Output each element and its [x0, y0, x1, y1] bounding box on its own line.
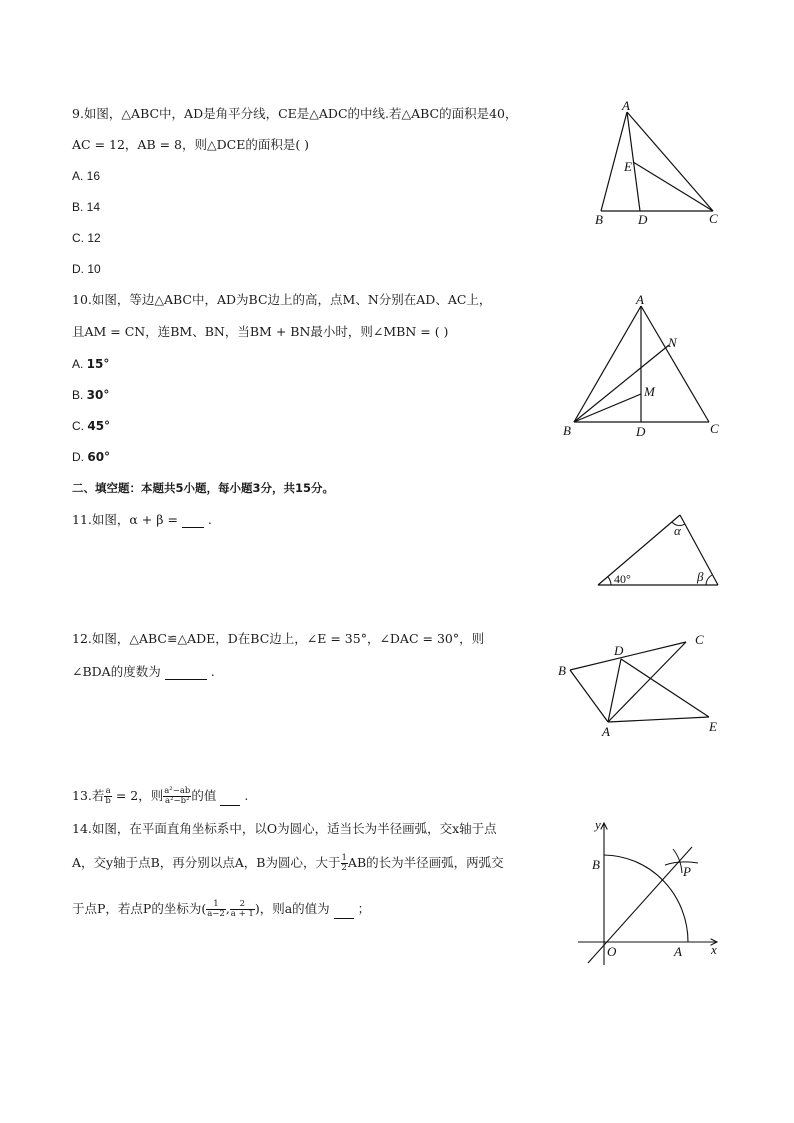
q10-label-n: N — [668, 335, 677, 350]
q10-label-c: C — [710, 421, 719, 436]
q13-end: . — [244, 788, 249, 803]
q10-option-b-letter: B. — [72, 388, 87, 402]
q14-coord-y-fraction — [230, 900, 255, 919]
q12-label-a: A — [602, 724, 610, 739]
q9-label-b: B — [595, 212, 603, 227]
q10-option-d[interactable] — [72, 449, 110, 465]
q13-answer-blank[interactable] — [220, 785, 240, 806]
q14-line2b: AB的长为半径画弧，两弧交 — [347, 855, 504, 870]
q10-label-a: A — [636, 292, 644, 307]
q9-label-d: D — [638, 212, 648, 227]
q9-triangle-figure — [585, 100, 735, 235]
q14-fraction-half — [341, 854, 348, 873]
q13-fraction-expression — [163, 787, 191, 806]
q12-label-b: B — [558, 663, 566, 678]
q14-line3a: 于点P，若点P的坐标为( — [72, 901, 207, 916]
q13-post: 的值 — [191, 788, 217, 803]
q14-line3 — [72, 898, 370, 919]
q14-line2a: A，交y轴于点B，再分别以点A，B为圆心，大于 — [72, 855, 341, 870]
q13-mid: = 2，则 — [111, 788, 164, 803]
q11-label-beta: β — [697, 569, 704, 584]
q11-label-40deg: 40° — [614, 572, 631, 586]
q13-pre: 13.若 — [72, 788, 105, 803]
q13-f2-denominator: a²−b² — [165, 796, 190, 806]
q12-label-d: D — [614, 643, 624, 658]
q11-label-alpha: α — [674, 523, 681, 538]
q10-option-d-value: 60° — [87, 450, 111, 464]
q14-label-b: B — [592, 857, 600, 872]
q10-option-a-value: 15° — [86, 357, 110, 371]
q12-congruent-figure — [552, 628, 727, 743]
q11-end: . — [207, 512, 212, 527]
q14-c1-denominator: a−2 — [207, 909, 225, 919]
q10-option-c[interactable] — [72, 418, 110, 434]
q10-option-a-letter: A. — [72, 357, 87, 371]
q14-answer-blank[interactable] — [334, 898, 354, 919]
q13-f1-denominator: b — [105, 796, 111, 806]
q14-comma: , — [225, 901, 230, 916]
q9-label-e: E — [624, 159, 632, 174]
q14-end: ； — [357, 901, 371, 916]
q14-label-o: O — [607, 944, 617, 959]
q14-c2-numerator: 2 — [230, 900, 255, 910]
q10-option-d-letter: D. — [72, 450, 88, 464]
q11-line — [72, 511, 212, 528]
q9-option-d[interactable]: D. 10 — [72, 262, 101, 276]
q10-label-d: D — [636, 424, 646, 439]
q10-equilateral-figure — [555, 290, 730, 442]
q12-line1: 12.如图，△ABC≌△ADE，D在BC边上，∠E = 35°，∠DAC = 30°，则 — [72, 631, 485, 646]
q10-line2: 且AM = CN，连BM、BN，当BM + BN最小时，则∠MBN = ( ) — [72, 324, 449, 339]
q13-f1-numerator: a — [105, 786, 111, 796]
q14-c2-denominator: a + 1 — [230, 909, 254, 919]
q14-c1-numerator: 1 — [206, 900, 226, 910]
q13-line — [72, 785, 248, 806]
q9-option-b[interactable]: B. 14 — [72, 200, 101, 214]
q12-label-c: C — [695, 632, 704, 647]
q10-option-c-letter: C. — [72, 419, 88, 433]
q14-line1: 14.如图，在平面直角坐标系中，以O为圆心，适当长为半径画弧，交x轴于点 — [72, 821, 497, 836]
q10-option-a[interactable] — [72, 356, 109, 372]
q12-end: . — [210, 664, 215, 679]
q14-line2 — [72, 853, 504, 873]
q10-line1: 10.如图，等边△ABC中，AD为BC边上的高，点M、N分别在AD、AC上， — [72, 292, 492, 307]
q10-option-b-value: 30° — [86, 388, 110, 402]
q10-option-c-value: 45° — [87, 419, 111, 433]
q12-label-e: E — [709, 719, 717, 734]
q13-f2-numerator: a²−ab — [164, 786, 191, 796]
q14-half-denominator: 2 — [341, 863, 347, 873]
q11-text: 11.如图，α + β = — [72, 512, 178, 527]
q9-option-a[interactable]: A. 16 — [72, 169, 101, 183]
q11-triangle-figure — [590, 508, 730, 593]
q14-label-p: P — [683, 864, 691, 879]
q11-answer-blank[interactable] — [182, 511, 204, 528]
q14-label-y: y — [595, 817, 601, 832]
q9-option-c[interactable]: C. 12 — [72, 231, 101, 245]
q10-option-b[interactable] — [72, 387, 109, 403]
q14-label-x: x — [711, 942, 717, 957]
q12-answer-blank[interactable] — [165, 663, 207, 680]
q13-fraction-a-over-b — [104, 787, 111, 806]
q9-label-a: A — [622, 100, 630, 113]
q10-label-m: M — [644, 384, 655, 399]
q12-text: ∠BDA的度数为 — [72, 664, 161, 679]
q9-line1: 9.如图，△ABC中，AD是角平分线，CE是△ADC的中线.若△ABC的面积是40， — [72, 106, 518, 121]
q14-label-a: A — [674, 944, 682, 959]
q9-label-c: C — [709, 211, 718, 226]
q10-label-b: B — [563, 423, 571, 438]
q14-coord-x-fraction — [206, 900, 226, 919]
q12-line2 — [72, 663, 215, 680]
q14-line3b: )，则a的值为 — [254, 901, 330, 916]
q14-half-numerator: 1 — [341, 853, 347, 863]
section-2-header: 二、填空题：本题共5小题，每小题3分，共15分。 — [72, 481, 335, 495]
q14-coordinate-figure — [570, 815, 730, 970]
q9-line2: AC = 12，AB = 8，则△DCE的面积是( ) — [72, 137, 310, 152]
